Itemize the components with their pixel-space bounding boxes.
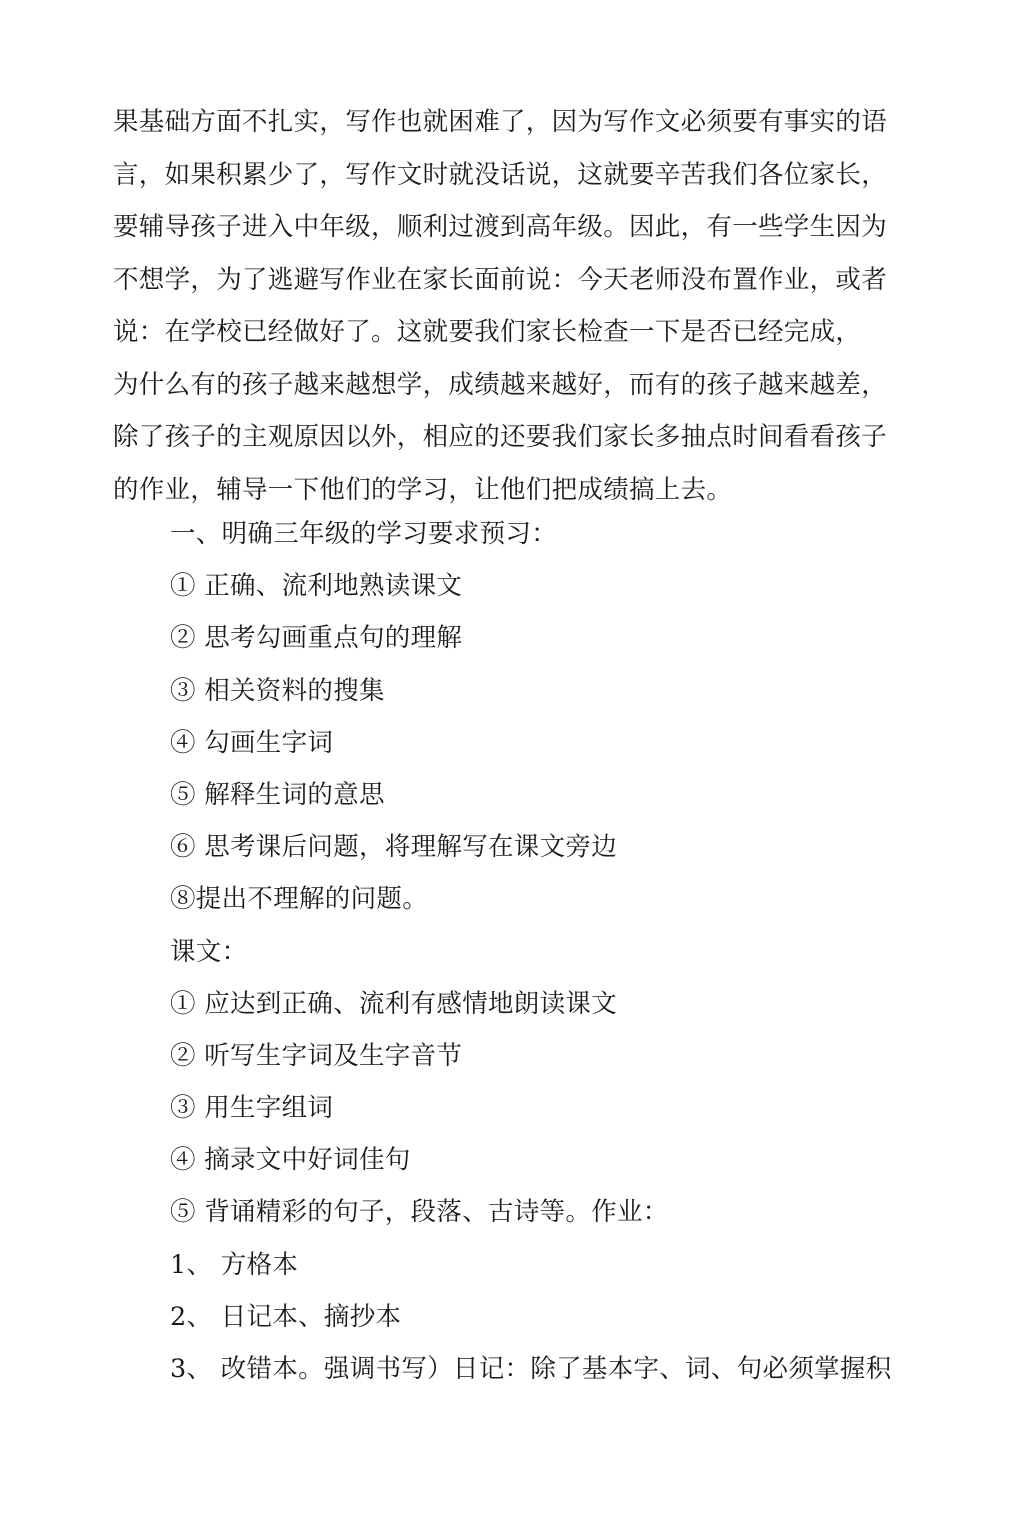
paragraph-line: 言，如果积累少了，写作文时就没话说，这就要辛苦我们各位家长， (113, 159, 888, 190)
requirements-list (170, 508, 890, 1395)
list-item: 3、 改错本。强调书写）日记：除了基本字、词、句必须掌握积 (170, 1354, 892, 1384)
paragraph-line: 说：在学校已经做好了。这就要我们家长检查一下是否已经完成， (113, 317, 862, 347)
paragraph-line: 为什么有的孩子越来越想学，成绩越来越好，而有的孩子越来越差， (113, 369, 888, 400)
list-item: ③ 用生字组词 (170, 1093, 334, 1124)
list-item: ⑥ 思考课后问题，将理解写在课文旁边 (170, 832, 618, 863)
list-item: ④ 勾画生字词 (170, 727, 334, 758)
paragraph-line: 要辅导孩子进入中年级，顺利过渡到高年级。因此，有一些学生因为 (113, 212, 888, 242)
body-paragraph (113, 96, 888, 516)
section-heading-text: 课文： (170, 936, 248, 967)
list-item: 2、 日记本、摘抄本 (170, 1301, 402, 1332)
list-item: ① 正确、流利地熟读课文 (170, 571, 463, 602)
section-heading-preview: 一、明确三年级的学习要求预习： (170, 519, 558, 549)
list-item: 1、 方格本 (170, 1249, 299, 1280)
paragraph-line: 果基础方面不扎实，写作也就困难了，因为写作文必须要有事实的语 (113, 107, 888, 137)
list-item: ② 听写生字词及生字音节 (170, 1040, 463, 1071)
list-item: ⑤ 背诵精彩的句子，段落、古诗等。作业： (170, 1197, 669, 1228)
list-item: ⑤ 解释生词的意思 (170, 779, 385, 810)
list-item: ① 应达到正确、流利有感情地朗读课文 (170, 988, 618, 1019)
list-item: ④ 摘录文中好词佳句 (170, 1145, 411, 1176)
list-item: ② 思考勾画重点句的理解 (170, 623, 463, 654)
list-item: ③ 相关资料的搜集 (170, 675, 385, 706)
list-item: ⑧提出不理解的问题。 (170, 884, 429, 915)
paragraph-line: 除了孩子的主观原因以外，相应的还要我们家长多抽点时间看看孩子 (113, 422, 888, 452)
paragraph-line: 不想学，为了逃避写作业在家长面前说：今天老师没布置作业，或者 (113, 264, 888, 295)
paragraph-line: 的作业，辅导一下他们的学习，让他们把成绩搞上去。 (113, 474, 733, 505)
